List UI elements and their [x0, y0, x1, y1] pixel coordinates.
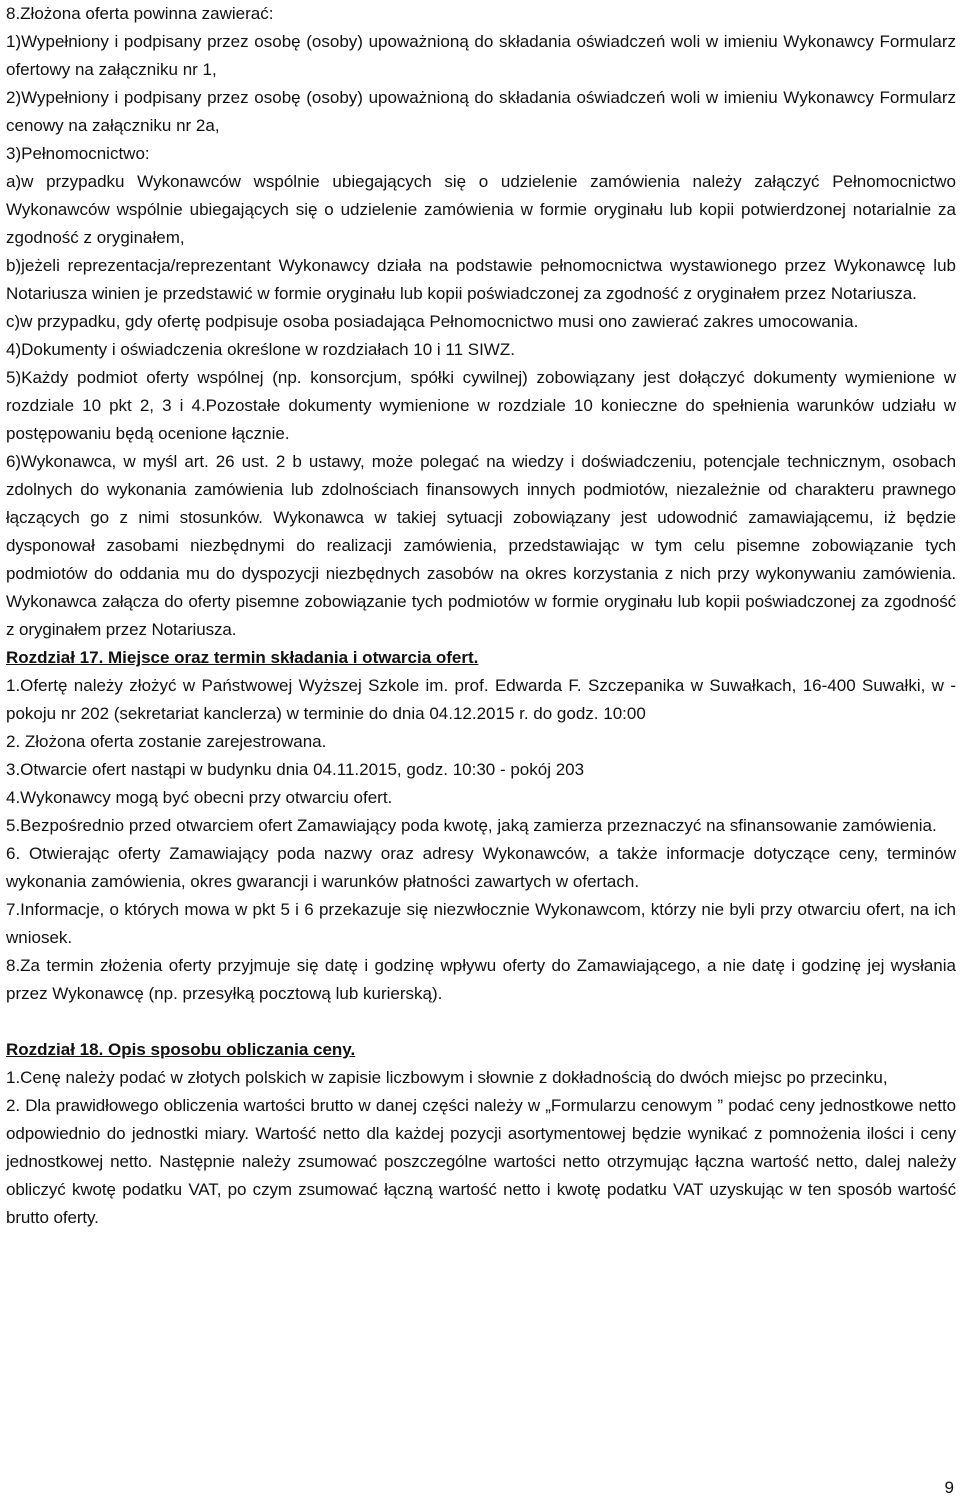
chapter-17-item-7: 7.Informacje, o których mowa w pkt 5 i 6 przekazuje się niezwłocznie Wykonawcom, którzy nie byli przy otwarciu ofert, na ich wniosek.: [6, 900, 956, 947]
document-page: [6, 0, 956, 1232]
paragraph-8-4: 4)Dokumenty i oświadczenia określone w rozdziałach 10 i 11 SIWZ.: [6, 340, 515, 359]
chapter-17-item-3: 3.Otwarcie ofert nastąpi w budynku dnia 04.11.2015, godz. 10:30 - pokój 203: [6, 760, 585, 779]
section-spacer: [6, 1008, 956, 1036]
chapter-17-item-4: 4.Wykonawcy mogą być obecni przy otwarciu ofert.: [6, 788, 393, 807]
paragraph-8-3a: a)w przypadku Wykonawców wspólnie ubiegających się o udzielenie zamówienia należy załączyć Pełnomocnictwo Wykonawców wspólnie ubiegających się o udzielenie zamówienia w formie oryginału lub kopii potwierdzonej notarialnie za zgodność z oryginałem,: [6, 172, 956, 247]
chapter-18-item-1: 1.Cenę należy podać w złotych polskich w zapisie liczbowym i słownie z dokładnością do dwóch miejsc po przecinku,: [6, 1068, 888, 1087]
paragraph-8-3: 3)Pełnomocnictwo:: [6, 144, 150, 163]
paragraph-8-6: 6)Wykonawca, w myśl art. 26 ust. 2 b ustawy, może polegać na wiedzy i doświadczeniu, potencjale technicznym, osobach zdolnych do wykonania zamówienia lub zdolnościach finansowych innych podmiotów, niezależnie od charakteru prawnego łączących go z nimi stosunków. Wykonawca w takiej sytuacji zobowiązany jest udowodnić zamawiającemu, iż będzie dysponował zasobami niezbędnymi do realizacji zamówienia, przedstawiając w tym celu pisemne zobowiązanie tych podmiotów do oddania mu do dyspozycji niezbędnych zasobów na okres korzystania z nich przy wykonywaniu zamówienia. Wykonawca załącza do oferty pisemne zobowiązanie tych podmiotów w formie oryginału lub kopii poświadczonej za zgodność z oryginałem przez Notariusza.: [6, 452, 956, 639]
chapter-17-item-2: 2. Złożona oferta zostanie zarejestrowana.: [6, 732, 327, 751]
paragraph-8-2: 2)Wypełniony i podpisany przez osobę (osoby) upoważnioną do składania oświadczeń woli w imieniu Wykonawcy Formularz cenowy na załączniku nr 2a,: [6, 88, 956, 135]
chapter-17-item-6: 6. Otwierając oferty Zamawiający poda nazwy oraz adresy Wykonawców, a także informacje dotyczące ceny, terminów wykonania zamówienia, okres gwarancji i warunków płatności zawartych w ofertach.: [6, 844, 956, 891]
paragraph-8-3b: b)jeżeli reprezentacja/reprezentant Wykonawcy działa na podstawie pełnomocnictwa wystawionego przez Wykonawcę lub Notariusza winien je przedstawić w formie oryginału lub kopii poświadczonej za zgodność z oryginałem przez Notariusza.: [6, 256, 956, 303]
paragraph-8-5: 5)Każdy podmiot oferty wspólnej (np. konsorcjum, spółki cywilnej) zobowiązany jest dołączyć dokumenty wymienione w rozdziale 10 pkt 2, 3 i 4.Pozostałe dokumenty wymienione w rozdziale 10 konieczne do spełnienia warunków udziału w postępowaniu będą ocenione łącznie.: [6, 368, 956, 443]
chapter-17-item-8: 8.Za termin złożenia oferty przyjmuje się datę i godzinę wpływu oferty do Zamawiającego, a nie datę i godzinę jej wysłania przez Wykonawcę (np. przesyłką pocztową lub kurierską).: [6, 956, 956, 1003]
chapter-17-heading: Rozdział 17. Miejsce oraz termin składania i otwarcia ofert.: [6, 648, 479, 667]
paragraph-8-intro: 8.Złożona oferta powinna zawierać:: [6, 4, 274, 23]
chapter-18-item-2: 2. Dla prawidłowego obliczenia wartości brutto w danej części należy w „Formularzu cenowym ” podać ceny jednostkowe netto odpowiednio do jednostki miary. Wartość netto dla każdej pozycji asortymentowej będzie wynikać z pomnożenia ilości i ceny jednostkowej netto. Następnie należy zsumować poszczególne wartości netto otrzymując łączna wartość netto, dalej należy obliczyć kwotę podatku VAT, po czym zsumować łączną wartość netto i kwotę podatku VAT uzyskując w ten sposób wartość brutto oferty.: [6, 1096, 956, 1227]
chapter-17-item-1: 1.Ofertę należy złożyć w Państwowej Wyższej Szkole im. prof. Edwarda F. Szczepanika w Suwałkach, 16-400 Suwałki, w - pokoju nr 202 (sekretariat kanclerza) w terminie do dnia 04.12.2015 r. do godz. 10:00: [6, 676, 956, 723]
paragraph-8-1: 1)Wypełniony i podpisany przez osobę (osoby) upoważnioną do składania oświadczeń woli w imieniu Wykonawcy Formularz ofertowy na załączniku nr 1,: [6, 32, 956, 79]
chapter-18-heading: Rozdział 18. Opis sposobu obliczania ceny.: [6, 1040, 356, 1059]
chapter-17-item-5: 5.Bezpośrednio przed otwarciem ofert Zamawiający poda kwotę, jaką zamierza przeznaczyć na sfinansowanie zamówienia.: [6, 816, 937, 835]
page-number: 9: [944, 1478, 954, 1497]
paragraph-8-3c: c)w przypadku, gdy ofertę podpisuje osoba posiadająca Pełnomocnictwo musi ono zawierać zakres umocowania.: [6, 312, 859, 331]
